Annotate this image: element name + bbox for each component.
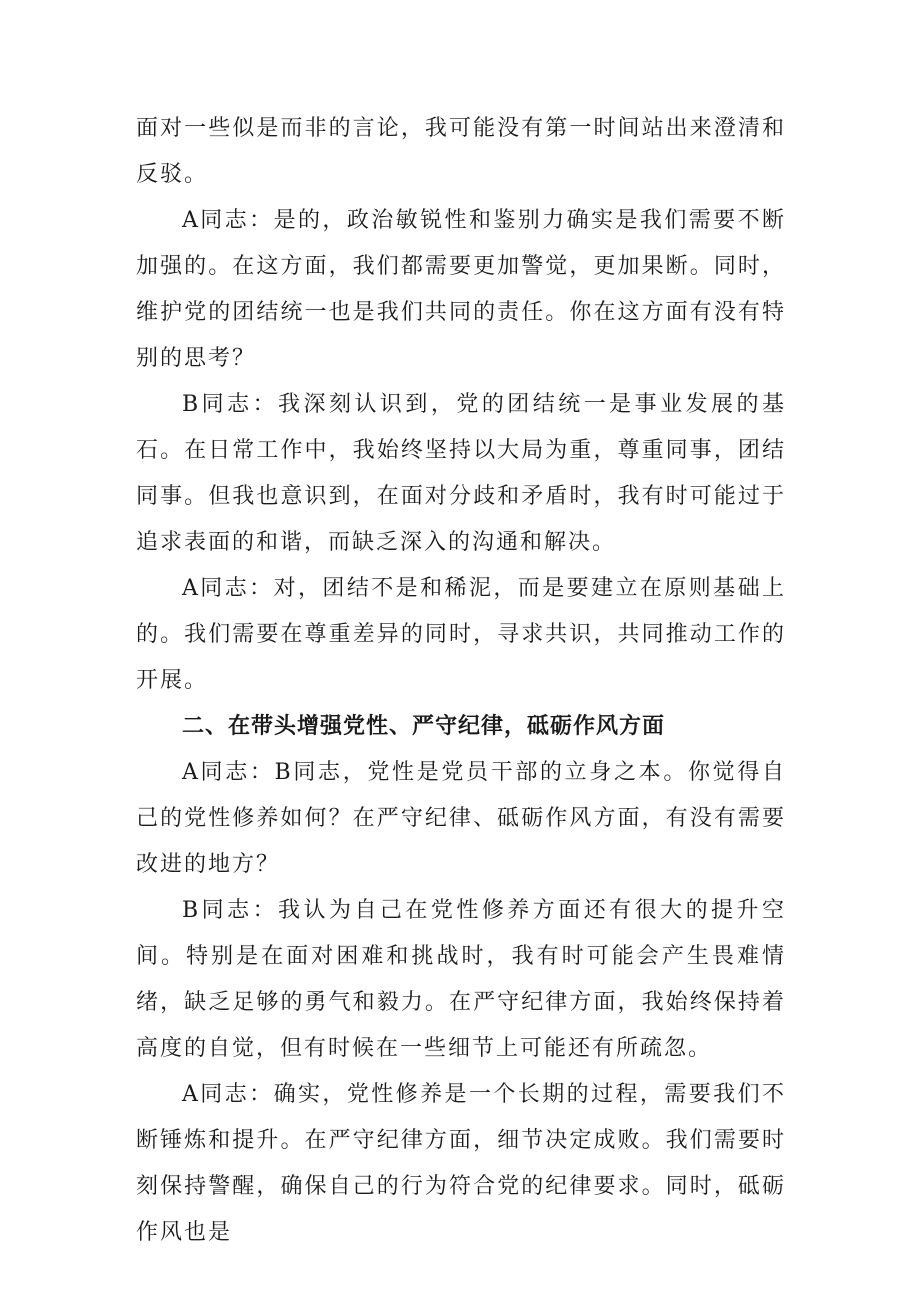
paragraph-a-question: A同志：B同志，党性是党员干部的立身之本。你觉得自己的党性修养如何？在严守纪律、砥砺作风方面，有没有需要改进的地方？ xyxy=(136,760,786,877)
paragraph-a-reply: A同志：是的，政治敏锐性和鉴别力确实是我们需要不断加强的。在这方面，我们都需要更加警觉，更加果断。同时，维护党的团结统一也是我们共同的责任。你在这方面有没有特别的思考？ xyxy=(136,208,786,371)
paragraph-b-reply: B同志：我认为自己在党性修养方面还有很大的提升空间。特别是在面对困难和挑战时，我有时可能会产生畏难情绪，缺乏足够的勇气和毅力。在严守纪律方面，我始终保持着高度的自觉，但有时候在一些细节上可能还有所疏忽。 xyxy=(136,898,786,1061)
paragraph-continuation: 面对一些似是而非的言论，我可能没有第一时间站出来澄清和反驳。 xyxy=(136,116,786,187)
paragraph-b-reply: B同志：我深刻认识到，党的团结统一是事业发展的基石。在日常工作中，我始终坚持以大局为重，尊重同事，团结同事。但我也意识到，在面对分歧和矛盾时，我有时可能过于追求表面的和谐，而缺乏深入的沟通和解决。 xyxy=(136,392,786,555)
section-heading: 二、在带头增强党性、严守纪律，砥砺作风方面 xyxy=(182,714,666,739)
paragraph-a-reply: A同志：确实，党性修养是一个长期的过程，需要我们不断锤炼和提升。在严守纪律方面，细节决定成败。我们需要时刻保持警醒，确保自己的行为符合党的纪律要求。同时，砥砺作风也是 xyxy=(136,1082,786,1245)
document-body xyxy=(136,106,786,1256)
paragraph-a-reply: A同志：对，团结不是和稀泥，而是要建立在原则基础上的。我们需要在尊重差异的同时，寻求共识，共同推动工作的开展。 xyxy=(136,576,786,693)
